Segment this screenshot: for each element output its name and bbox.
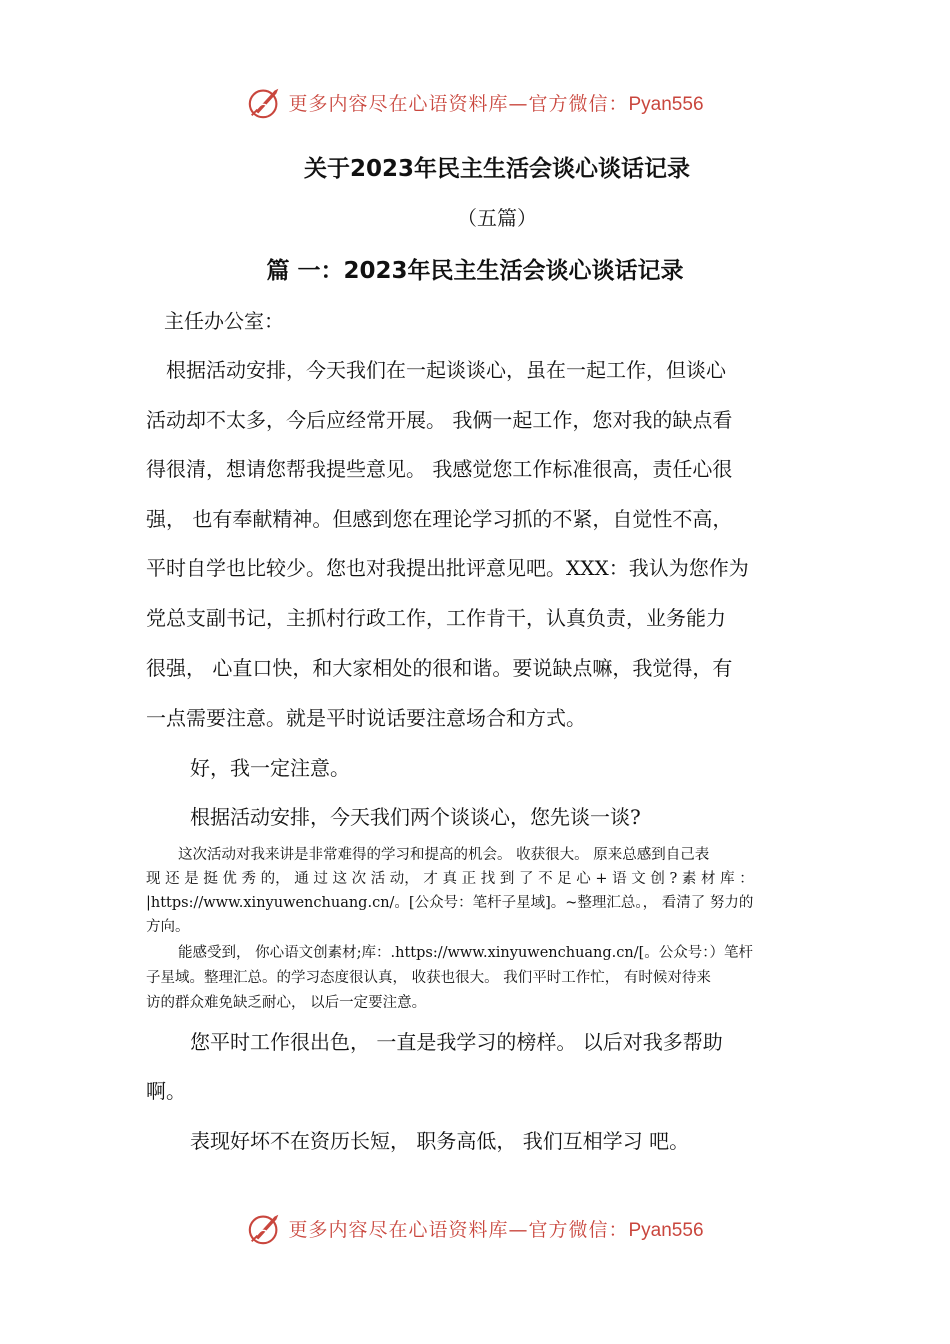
small-text-line: 这次活动对我来讲是非常难得的学习和提高的机会。 收获很大。 原来总感到自己表 — [178, 847, 710, 863]
body-line: 主任办公室： — [164, 309, 284, 333]
small-text-line: |https://www.xinyuwenchuang.cn/。[公众号：笔杆子星域]。~整理汇总。， 看清了 努力的 — [146, 895, 754, 911]
body-line: 根据活动安排，今天我们在一起谈谈心，虽在一起工作，但谈心 — [166, 358, 726, 382]
watermark-wechat-id: Pyan556 — [628, 93, 704, 115]
body-line: 很强， 心直口快，和大家相处的很和谐。要说缺点嘛，我觉得，有 — [146, 656, 733, 680]
body-line: 一点需要注意。就是平时说话要注意场合和方式。 — [146, 706, 586, 730]
small-text-line: 访的群众难免缺乏耐心， 以后一定要注意。 — [146, 995, 427, 1011]
body-line: 根据活动安排，今天我们两个谈谈心，您先谈一谈? — [190, 805, 641, 829]
document-title: 关于2023年民主生活会谈心谈话记录 — [303, 156, 690, 182]
header-watermark — [0, 82, 950, 122]
body-line: 党总支副书记，主抓村行政工作，工作肯干，认真负责，业务能力 — [146, 606, 726, 630]
quill-logo-icon — [246, 1209, 284, 1247]
body-line: 您平时工作很出色， 一直是我学习的榜样。 以后对我多帮助 — [190, 1030, 723, 1054]
body-line: 好，我一定注意。 — [190, 756, 350, 780]
watermark-text: 更多内容尽在心语资料库—官方微信：Pyan556 — [288, 1218, 704, 1241]
watermark-text: 更多内容尽在心语资料库—官方微信：Pyan556 — [288, 92, 704, 115]
small-text-line: 方向。 — [146, 919, 190, 935]
watermark-wechat-id: Pyan556 — [628, 1219, 704, 1241]
quill-logo-icon — [246, 83, 284, 121]
small-text-line: 能感受到， 你心语文创素材;库：.https://www.xinyuwenchuang.cn/[。公众号：）笔杆 — [178, 945, 754, 961]
body-line: 平时自学也比较少。您也对我提出批评意见吧。XXX：我认为您作为 — [146, 556, 749, 580]
section-title: 篇 一：2023年民主生活会谈心谈话记录 — [266, 258, 684, 284]
body-line: 得很清，想请您帮我提些意见。 我感觉您工作标准很高，责任心很 — [146, 457, 733, 481]
small-text-line: 现 还 是 挺 优 秀 的， 通 过 这 次 活 动， 才 真 正 找 到 了 不 足 心 + 语 文 创 ? 素 材 库 ： — [146, 871, 754, 887]
body-line: 表现好坏不在资历长短， 职务高低， 我们互相学习 吧。 — [190, 1129, 690, 1153]
document-subtitle: （五篇） — [457, 206, 537, 230]
body-line: 活动却不太多，今后应经常开展。 我俩一起工作，您对我的缺点看 — [146, 408, 733, 432]
small-text-line: 子星域。整理汇总。的学习态度很认真， 收获也很大。 我们平时工作忙， 有时候对待来 — [146, 970, 711, 986]
body-line: 啊。 — [146, 1079, 186, 1103]
footer-watermark — [0, 1208, 950, 1248]
body-line: 强， 也有奉献精神。但感到您在理论学习抓的不紧，自觉性不高， — [146, 507, 733, 531]
